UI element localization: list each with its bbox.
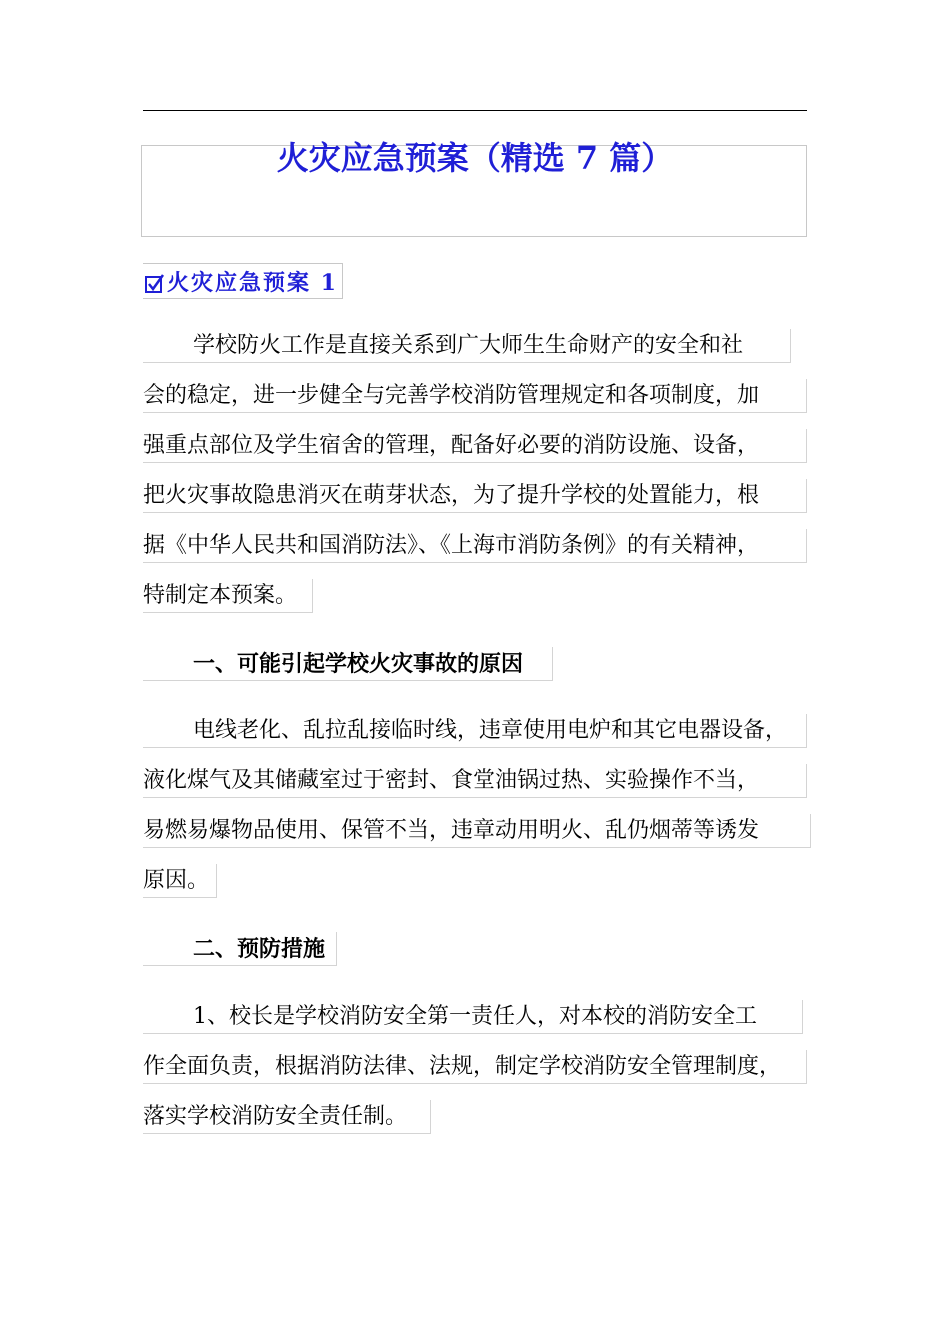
paragraph-line: 落实学校消防安全责任制。 xyxy=(143,1100,431,1134)
paragraph-line: 据《中华人民共和国消防法》、《上海市消防条例》的有关精神， xyxy=(143,529,807,563)
paragraph-line: 原因。 xyxy=(143,864,217,898)
paragraph-line: 学校防火工作是直接关系到广大师生生命财产的安全和社 xyxy=(143,329,791,363)
subheading-prevention: 二、预防措施 xyxy=(143,932,337,966)
paragraph-line: 电线老化、乱拉乱接临时线，违章使用电炉和其它电器设备， xyxy=(143,714,807,748)
checkbox-checked-icon xyxy=(145,274,165,294)
paragraph-line: 把火灾事故隐患消灭在萌芽状态，为了提升学校的处置能力，根 xyxy=(143,479,807,513)
paragraph-line: 作全面负责，根据消防法律、法规，制定学校消防安全管理制度， xyxy=(143,1050,807,1084)
paragraph-line: 易燃易爆物品使用、保管不当，违章动用明火、乱仍烟蒂等诱发 xyxy=(143,814,811,848)
section-heading-text: 火灾应急预案 1 xyxy=(167,269,338,296)
paragraph-line: 1、校长是学校消防安全第一责任人，对本校的消防安全工 xyxy=(143,1000,803,1034)
paragraph-line: 强重点部位及学生宿舍的管理，配备好必要的消防设施、设备， xyxy=(143,429,807,463)
paragraph-line: 会的稳定，进一步健全与完善学校消防管理规定和各项制度，加 xyxy=(143,379,807,413)
paragraph-line: 特制定本预案。 xyxy=(143,579,313,613)
section-heading xyxy=(143,263,343,299)
subheading-causes: 一、可能引起学校火灾事故的原因 xyxy=(143,647,553,681)
header-rule xyxy=(143,110,807,111)
paragraph-line: 液化煤气及其储藏室过于密封、食堂油锅过热、实验操作不当， xyxy=(143,764,807,798)
document-title: 火灾应急预案（精选 7 篇） xyxy=(276,139,674,177)
